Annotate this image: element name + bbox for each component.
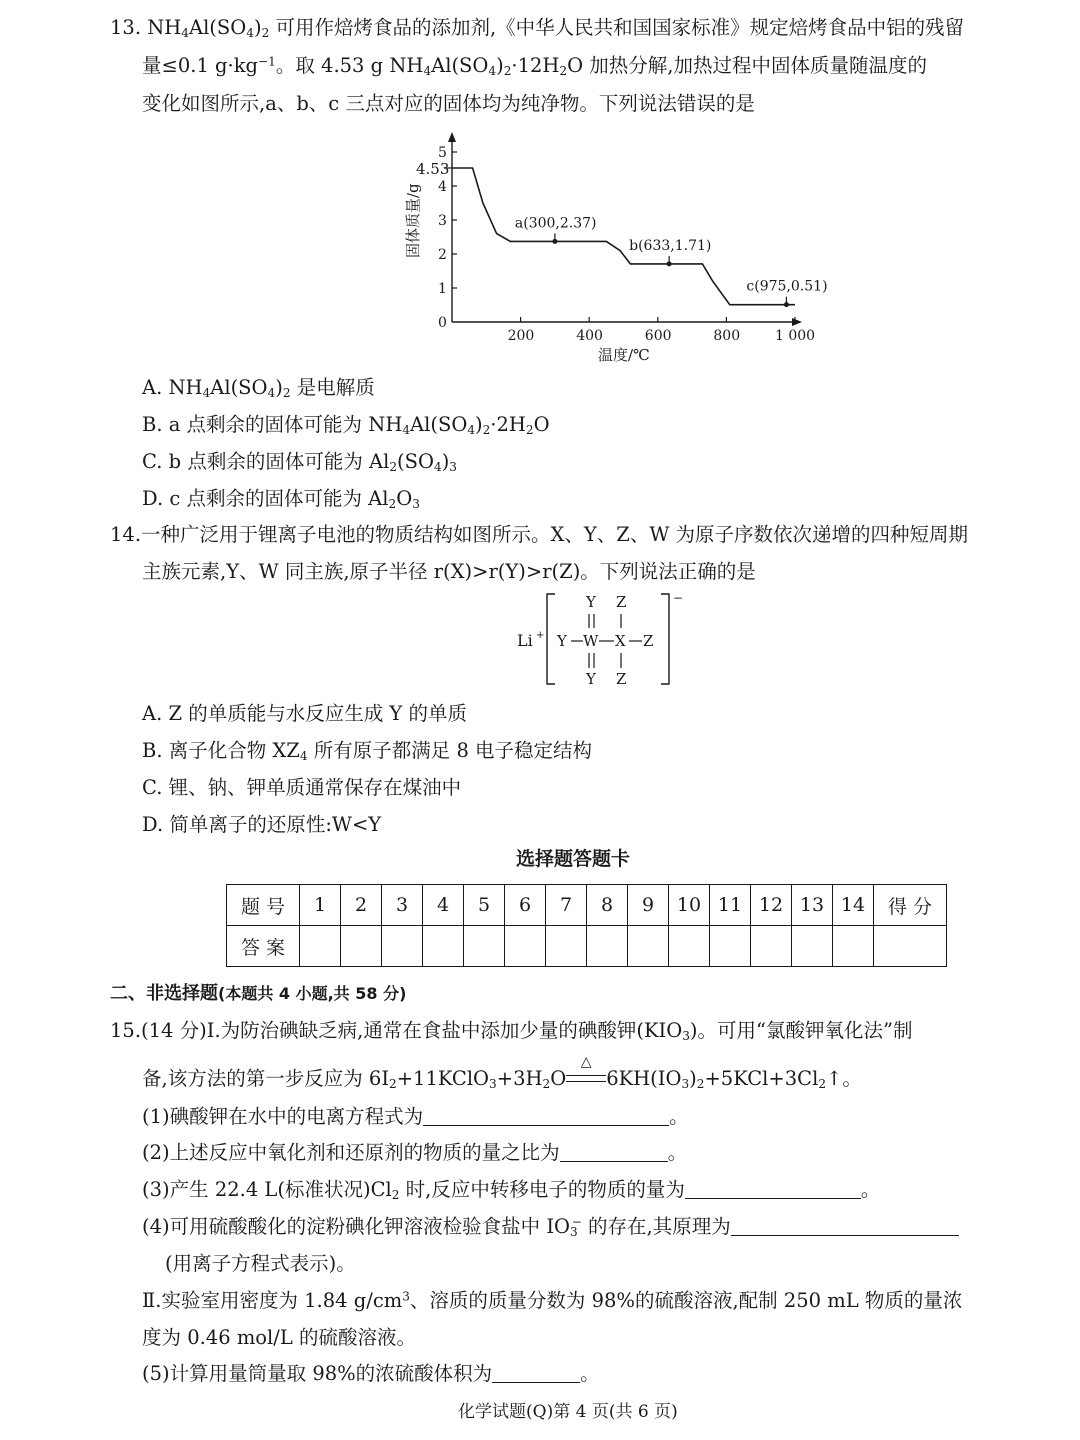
- q14-line2: 主族元素,Y、W 同主族,原子半径 r(X)>r(Y)>r(Z)。下列说法正确的是: [142, 560, 756, 583]
- q13-option-d: D. c 点剩余的固体可能为 $Al_2O_3$: [142, 487, 420, 512]
- answer-cell[interactable]: [464, 926, 505, 967]
- x-axis-label: 温度/℃: [598, 346, 650, 364]
- answer-cell[interactable]: [300, 926, 341, 967]
- q15-header: 15.(14 分)Ⅰ.为防治碘缺乏病,通常在食盐中添加少量的碘酸钾$(KIO_3)$。可用“氯酸钾氧化法”制: [110, 1019, 913, 1044]
- q15-sub1: (1)碘酸钾在水中的电离方程式为 。: [142, 1105, 689, 1128]
- atom-x: X: [615, 632, 626, 650]
- answer-cell[interactable]: [710, 926, 751, 967]
- q15-sub4: (4)可用硫酸酸化的淀粉碘化钾溶液检验食盐中 $IO_3^-$ 的存在,其原理为: [142, 1217, 959, 1237]
- q13-line3: 变化如图所示,a、b、c 三点对应的固体均为纯净物。下列说法错误的是: [142, 92, 755, 115]
- x-tick-label: 400: [576, 328, 603, 344]
- question-number-cell: 9: [628, 885, 669, 926]
- chart-ticks: [438, 145, 815, 344]
- atom-w: W: [583, 632, 599, 650]
- y-tick-label: 0: [438, 315, 447, 331]
- q15-part2-line1: Ⅱ.实验室用密度为 1.84 $g/cm^3$、溶质的质量分数为 98%的硫酸溶液,配制 250 mL 物质的量浓: [142, 1289, 963, 1312]
- x-axis-arrow: [792, 318, 802, 326]
- question-number-cell: 13: [792, 885, 833, 926]
- row-label-answer: 答 案: [227, 926, 300, 967]
- question-number-cell: 4: [423, 885, 464, 926]
- q13-line1: 13. $NH_4Al(SO_4)_2$ 可用作焙烤食品的添加剂,《中华人民共和国国家标准》规定焙烤食品中铝的残留: [110, 16, 965, 41]
- x-tick-label: 800: [713, 328, 741, 344]
- q13-option-b: B. a 点剩余的固体可能为 $NH_4Al(SO_4)_2\cdot 2H_2O$: [142, 413, 550, 438]
- chart-points: [515, 215, 828, 307]
- q13-option-a: A. $NH_4Al(SO_4)_2$ 是电解质: [142, 376, 375, 401]
- question-number-cell: 11: [710, 885, 751, 926]
- y-tick-label: 4: [438, 179, 447, 195]
- mass-curve: [452, 168, 795, 305]
- answer-cell[interactable]: [669, 926, 710, 967]
- atom-z-bottom: Z: [616, 670, 627, 688]
- x-tick-label: 600: [644, 328, 672, 344]
- answer-card-answer-row: [227, 926, 947, 967]
- answer-cell[interactable]: [833, 926, 874, 967]
- section-2-title: 二、非选择题(本题共 4 小题,共 58 分): [110, 983, 407, 1004]
- atom-y-top: Y: [586, 593, 596, 611]
- answer-cell[interactable]: [382, 926, 423, 967]
- answer-blank-2[interactable]: [560, 1143, 668, 1162]
- answer-blank-1[interactable]: [423, 1107, 669, 1126]
- point-label: b(633,1.71): [629, 237, 712, 254]
- q14-option-d: D. 简单离子的还原性:W<Y: [142, 813, 382, 836]
- q14-option-a: A. Z 的单质能与水反应生成 Y 的单质: [142, 702, 467, 725]
- q15-sub5: (5)计算用量筒量取 98%的浓硫酸体积为 。: [142, 1362, 600, 1385]
- q13-option-c: C. b 点剩余的固体可能为 $Al_2(SO_4)_3$: [142, 450, 457, 475]
- answer-cell[interactable]: [423, 926, 464, 967]
- answer-cell[interactable]: [792, 926, 833, 967]
- answer-blank-3[interactable]: [685, 1180, 861, 1199]
- q15-equation: 备,该方法的第一步反应为 $6I_2+11KClO_3+3H_2O$ △ $6KH(IO_3)_2+5KCl+3Cl_2↑$。: [142, 1054, 862, 1092]
- point-label: c(975,0.51): [746, 278, 828, 295]
- answer-cell[interactable]: [587, 926, 628, 967]
- atom-y-left: Y: [557, 632, 567, 650]
- atom-z-top: Z: [616, 593, 627, 611]
- page-footer: 化学试题(Q)第 4 页(共 6 页): [458, 1402, 678, 1422]
- answer-card-number-row: [227, 885, 947, 926]
- atom-z-right: Z: [643, 632, 654, 650]
- score-label-cell: 得 分: [874, 885, 947, 926]
- q14-line1: 14.一种广泛用于锂离子电池的物质结构如图所示。X、Y、Z、W 为原子序数依次递增的四种短周期: [110, 523, 969, 546]
- structure-cation: Li: [517, 631, 533, 650]
- answer-blank-5[interactable]: [492, 1364, 580, 1383]
- chart-axes: [448, 132, 802, 326]
- question-number-cell: 7: [546, 885, 587, 926]
- x-tick-label: 1 000: [775, 328, 816, 344]
- y-tick-label: 1: [438, 281, 447, 297]
- question-number-cell: 1: [300, 885, 341, 926]
- answer-cell[interactable]: [505, 926, 546, 967]
- y-tick-label: 2: [438, 247, 447, 263]
- answer-cell[interactable]: [628, 926, 669, 967]
- question-number-cell: 5: [464, 885, 505, 926]
- q15-sub4-tail: (用离子方程式表示)。: [165, 1252, 356, 1275]
- point-label: a(300,2.37): [514, 215, 597, 232]
- y-axis-label: 固体质量/g: [404, 183, 422, 258]
- q14-option-c: C. 锂、钠、钾单质通常保存在煤油中: [142, 776, 462, 799]
- question-number-cell: 10: [669, 885, 710, 926]
- question-number-cell: 3: [382, 885, 423, 926]
- question-number-cell: 14: [833, 885, 874, 926]
- y-axis-arrow: [448, 132, 456, 142]
- q15-sub2: (2)上述反应中氧化剂和还原剂的物质的量之比为 。: [142, 1141, 688, 1164]
- q15-sub3: (3)产生 22.4 L(标准状况)$Cl_2$ 时,反应中转移电子的物质的量为 。: [142, 1178, 881, 1203]
- question-number-cell: 2: [341, 885, 382, 926]
- heating-condition: △: [566, 1069, 606, 1089]
- structure-anion-charge: −: [673, 591, 684, 605]
- y-tick-label: 5: [438, 145, 447, 161]
- score-cell[interactable]: [874, 926, 947, 967]
- q14-option-b: B. 离子化合物 $XZ_4$ 所有原子都满足 8 电子稳定结构: [142, 739, 593, 764]
- answer-cell[interactable]: [341, 926, 382, 967]
- mass-temperature-chart: [395, 128, 828, 373]
- answer-blank-4[interactable]: [731, 1217, 959, 1236]
- x-tick-label: 200: [507, 328, 535, 344]
- answer-card-table: [226, 884, 947, 967]
- y-tick-label: 3: [438, 213, 447, 229]
- atom-y-bottom: Y: [586, 670, 596, 688]
- q13-line2: 量≤0.1 $g\cdot kg^{-1}$。取 4.53 g $NH_4Al(SO_4)_2\cdot 12H_2O$ 加热分解,加热过程中固体质量随温度的: [142, 54, 927, 79]
- row-label-number: 题 号: [227, 885, 300, 926]
- question-number-cell: 6: [505, 885, 546, 926]
- question-number-cell: 12: [751, 885, 792, 926]
- anion-structure: [515, 590, 695, 690]
- structure-cation-charge: +: [536, 630, 545, 641]
- answer-card-title: 选择题答题卡: [516, 848, 631, 870]
- q15-part2-line2: 度为 0.46 mol/L 的硫酸溶液。: [142, 1326, 416, 1349]
- question-number-cell: 8: [587, 885, 628, 926]
- answer-cell[interactable]: [546, 926, 587, 967]
- start-value-label: 4.53: [416, 160, 450, 178]
- answer-cell[interactable]: [751, 926, 792, 967]
